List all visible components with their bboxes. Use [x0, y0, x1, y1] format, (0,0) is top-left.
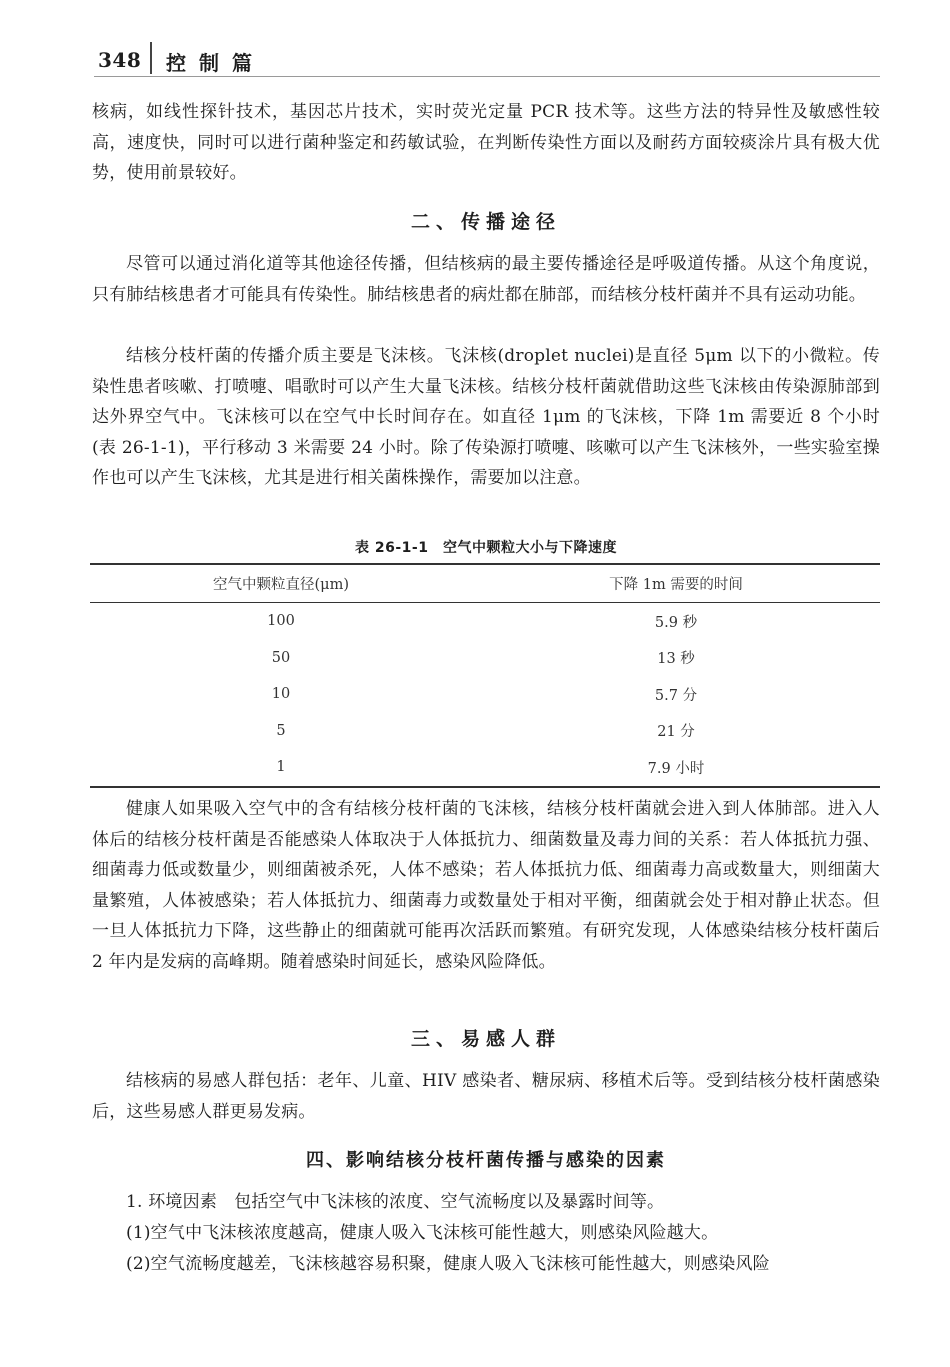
paragraph-infection-factors: 健康人如果吸入空气中的含有结核分枝杆菌的飞沫核，结核分枝杆菌就会进入到人体肺部。进入人体后的结核分枝杆菌是否能感染人体取决于人体抵抗力、细菌数量及毒力间的关系：若人体抵抗力强、细菌毒力低或数量少，则细菌被杀死，人体不感染；若人体抵抗力低、细菌毒力高或数量大，则细菌大量繁殖，人体被感染；若人体抵抗力、细菌毒力或数量处于相对平衡，细菌就会处于相对静止状态。但一旦人体抵抗力下降，这些静止的细菌就可能再次活跃而繁殖。有研究发现，人体感染结核分枝杆菌后 2 年内是发病的高峰期。随着感染时间延长，感染风险降低。 [92, 799, 880, 972]
table-cell-time: 5.9 秒 [654, 614, 698, 631]
table-row [90, 749, 880, 787]
page-header [94, 40, 880, 80]
paragraph-item-2: (2)空气流畅度越差，飞沫核越容易积聚，健康人吸入飞沫核可能性越大，则感染风险 [126, 1254, 770, 1274]
table-cell-diameter: 1 [276, 759, 286, 776]
header-rule [94, 76, 880, 77]
paragraph-susceptible-groups: 结核病的易感人群包括：老年、儿童、HIV 感染者、糖尿病、移植术后等。受到结核分枝杆菌感染后，这些易感人群更易发病。 [92, 1071, 880, 1122]
table-row [90, 603, 880, 640]
section-title-susceptible: 三、易感人群 [410, 1028, 561, 1050]
table-cell-diameter: 50 [271, 649, 291, 666]
table-header-row [90, 564, 880, 603]
table-header-diameter: 空气中颗粒直径(μm) [213, 577, 349, 593]
particle-settling-table [90, 563, 880, 788]
table-row [90, 640, 880, 677]
section-title-influencing-factors: 四、影响结核分枝杆菌传播与感染的因素 [306, 1150, 666, 1171]
table-cell-diameter: 100 [267, 613, 295, 630]
page-number: 348 [98, 48, 142, 72]
table-row [90, 676, 880, 713]
table-cell-time: 7.9 小时 [647, 760, 705, 777]
paragraph-transmission-route: 尽管可以通过消化道等其他途径传播，但结核病的最主要传播途径是呼吸道传播。从这个角度说，只有肺结核患者才可能具有传染性。肺结核患者的病灶都在肺部，而结核分枝杆菌并不具有运动功能。 [92, 254, 880, 305]
table-header-time: 下降 1m 需要的时间 [609, 577, 743, 593]
table-caption: 表 26-1-1 空气中颗粒大小与下降速度 [355, 540, 617, 556]
table-cell-time: 21 分 [657, 724, 695, 741]
running-title: 控制篇 [166, 51, 265, 75]
table-cell-time: 5.7 分 [654, 687, 698, 704]
table-cell-diameter: 5 [276, 722, 286, 739]
paragraph-continuation: 核病，如线性探针技术，基因芯片技术，实时荧光定量 PCR 技术等。这些方法的特异性及敏感性较高，速度快，同时可以进行菌种鉴定和药敏试验，在判断传染性方面以及耐药方面较痰涂片具有极大优势，使用前景较好。 [92, 102, 880, 183]
paragraph-environment-factor: 1. 环境因素 包括空气中飞沫核的浓度、空气流畅度以及暴露时间等。 [126, 1192, 665, 1212]
section-title-transmission: 二、传播途径 [410, 211, 561, 233]
paragraph-droplet-nuclei: 结核分枝杆菌的传播介质主要是飞沫核。飞沫核(droplet nuclei)是直径 5μm 以下的小微粒。传染性患者咳嗽、打喷嚏、唱歌时可以产生大量飞沫核。结核分枝杆菌就借助这些飞沫核由传染源肺部到达外界空气中。飞沫核可以在空气中长时间存在。如直径 1μm 的飞沫核，下降 1m 需要近 8 个小时(表 26-1-1)，平行移动 3 米需要 24 小时。除了传染源打喷嚏、咳嗽可以产生飞沫核外，一些实验室操作也可以产生飞沫核，尤其是进行相关菌株操作，需要加以注意。 [92, 346, 880, 488]
header-divider [150, 42, 152, 74]
table-cell-diameter: 10 [271, 686, 291, 703]
paragraph-item-1: (1)空气中飞沫核浓度越高，健康人吸入飞沫核可能性越大，则感染风险越大。 [126, 1223, 719, 1243]
table-cell-time: 13 秒 [657, 651, 695, 668]
table-row [90, 713, 880, 750]
